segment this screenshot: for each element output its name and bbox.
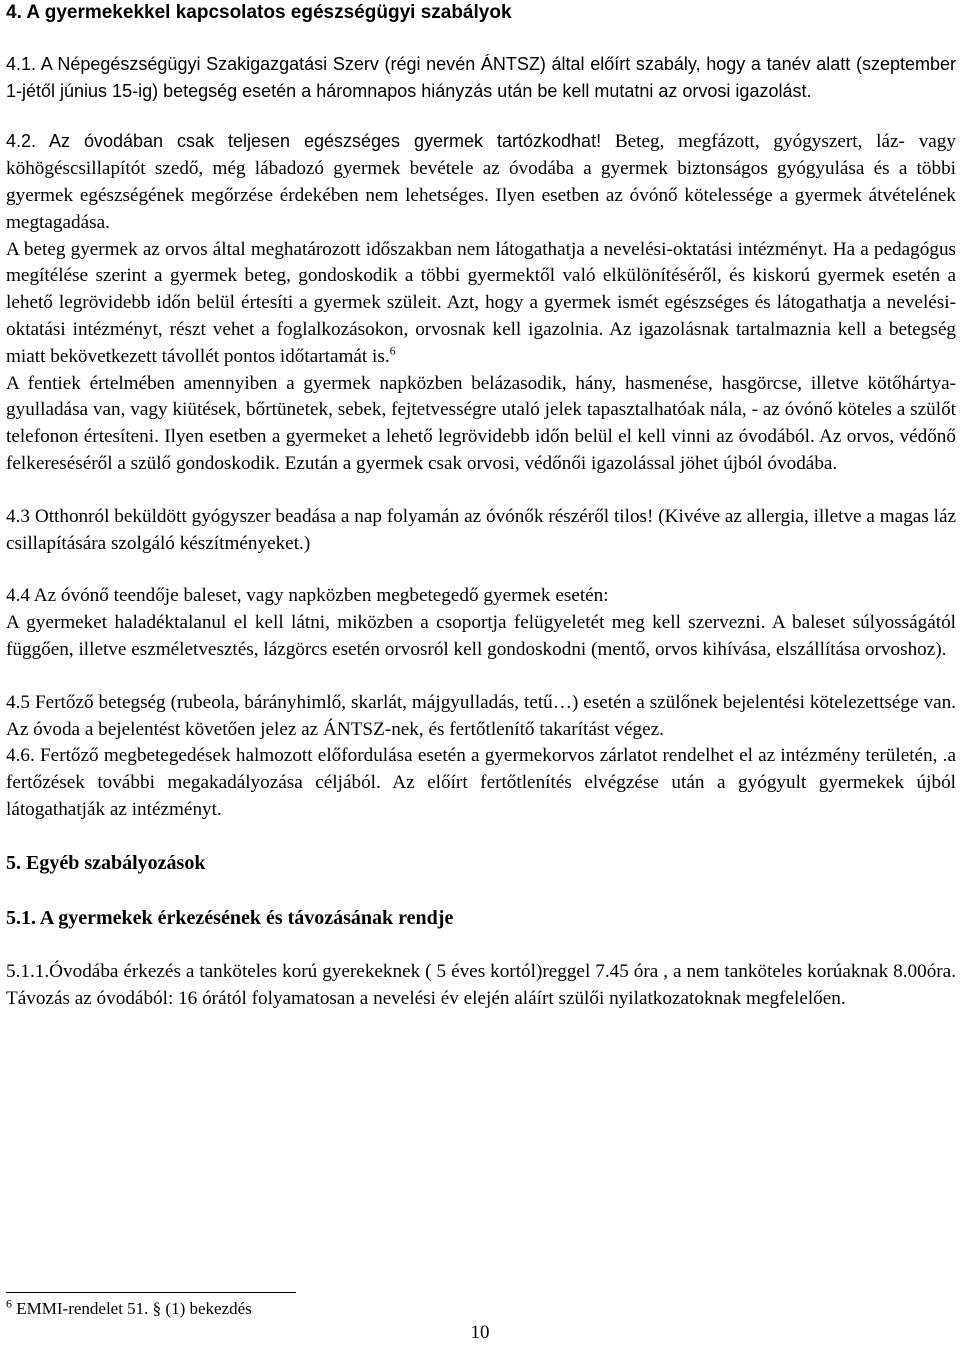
paragraph-4-2-b-text: A beteg gyermek az orvos által meghatározott időszakban nem látogathatja a nevelési-oktatási intézményt. Ha a pedagógus megítélése szerint a gyermek beteg, gondoskodik a többi gyermektől való elkülönítéséről, és kiskorú gyermek esetén a lehető legrövidebb időn belül értesíti a gyermek szüleit. Azt, hogy a gyermek ismét egészséges és látogathatja a nevelési-oktatási intézményt, részt vehet a foglalkozásokon, orvosnak kell igazolnia. Az igazolásnak tartalmaznia kell a betegség miatt bekövetkezett távollét pontos időtartamát is. [6, 238, 956, 367]
footnote-divider [6, 1292, 296, 1293]
paragraph-4-4-title: 4.4 Az óvónő teendője baleset, vagy napközben megbetegedő gyermek esetén: [6, 585, 609, 607]
footnote-text: EMMI-rendelet 51. § (1) bekezdés [16, 1299, 252, 1318]
footnote [6, 1298, 252, 1320]
paragraph-4-4-body: A gyermeket haladéktalanul el kell látni, miközben a csoportja felügyeletét meg kell szervezni. A baleset súlyosságától függően, illetve eszméletvesztés, lázgörcs esetén orvosról kell gondoskodni (mentő, orvos kihívása, elszállítása orvoshoz). [6, 612, 956, 660]
paragraph-4-1: 4.1. A Népegészségügyi Szakigazgatási Szerv (régi nevén ÁNTSZ) által előírt szabály, hogy a tanév alatt (szeptember 1-jétől június 15-ig) betegség esetén a háromnapos hiányzás után be kell mutatni az orvosi igazolást. [6, 53, 956, 101]
paragraph-4-2-lead: 4.2. Az óvodában csak teljesen egészséges gyermek tartózkodhat! [6, 131, 602, 152]
paragraph-4-2 [6, 128, 956, 236]
section-4-heading: 4. A gyermekekkel kapcsolatos egészségügyi szabályok [6, 2, 512, 23]
document-page [6, 0, 956, 1013]
page-number: 10 [470, 1322, 490, 1343]
paragraph-4-3: 4.3 Otthonról beküldött gyógyszer beadása a nap folyamán az óvónők részéről tilos! (Kivéve az allergia, illetve a magas láz csillapítására szolgáló készítményeket.) [6, 505, 956, 554]
footnote-number: 6 [6, 1296, 12, 1311]
paragraph-4-2-c: A fentiek értelmében amennyiben a gyermek napközben belázasodik, hány, hasmenése, hasgörcse, illetve kötőhártya-gyulladása van, vagy kiütések, bőrtünetek, sebek, fejtetvességre utaló jelek tapasztalhatóak nála, - az óvónő köteles a szülőt telefonon értesíteni. Ilyen esetben a gyermeket a lehető legrövidebb időn belül el kell vinni az óvodából. Az orvos, védőnő felkereséséről a szülő gondoskodik. Ezután a gyermek csak orvosi, védőnői igazolással jöhet újból óvodába. [6, 372, 956, 474]
footnote-reference[interactable]: 6 [389, 343, 396, 358]
paragraph-4-5: 4.5 Fertőző betegség (rubeola, bárányhimlő, skarlát, májgyulladás, tetű…) esetén a szülőnek bejelentési kötelezettsége van. Az óvoda a bejelentést követően jelez az ÁNTSZ-nek, és fertőtlenítő takarítást végez. [6, 691, 956, 740]
section-5-heading: 5. Egyéb szabályozások [6, 851, 206, 874]
paragraph-4-6: 4.6. Fertőző megbetegedések halmozott előfordulása esetén a gyermekorvos zárlatot rendelhet el az intézmény területén, .a fertőzések további megakadályozása céljából. Az előírt fertőtlenítés elvégzése után a gyógyult gyermekek újból látogathatják az intézményt. [6, 745, 956, 820]
paragraph-4-2-body: Beteg, megfázott, gyógyszert, láz- vagy köhögéscsillapítót szedő, még lábadozó gyermek bevétele az óvodába a gyermek biztonságos gyógyulása és a többi gyermek egészségének megőrzése érdekében nem lehetséges. Ilyen esetben az óvónő kötelessége a gyermek átvételének megtagadása. [6, 131, 956, 233]
paragraph-4-2-b [6, 237, 956, 371]
paragraph-5-1-1: 5.1.1.Óvodába érkezés a tanköteles korú gyerekeknek ( 5 éves kortól)reggel 7.45 óra , a nem tanköteles korúaknak 8.00óra. Távozás az óvodából: 16 órától folyamatosan a nevelési év elején aláírt szülői nyilatkozatoknak megfelelően. [6, 961, 956, 1010]
section-5-1-heading: 5.1. A gyermekek érkezésének és távozásának rendje [6, 906, 454, 929]
